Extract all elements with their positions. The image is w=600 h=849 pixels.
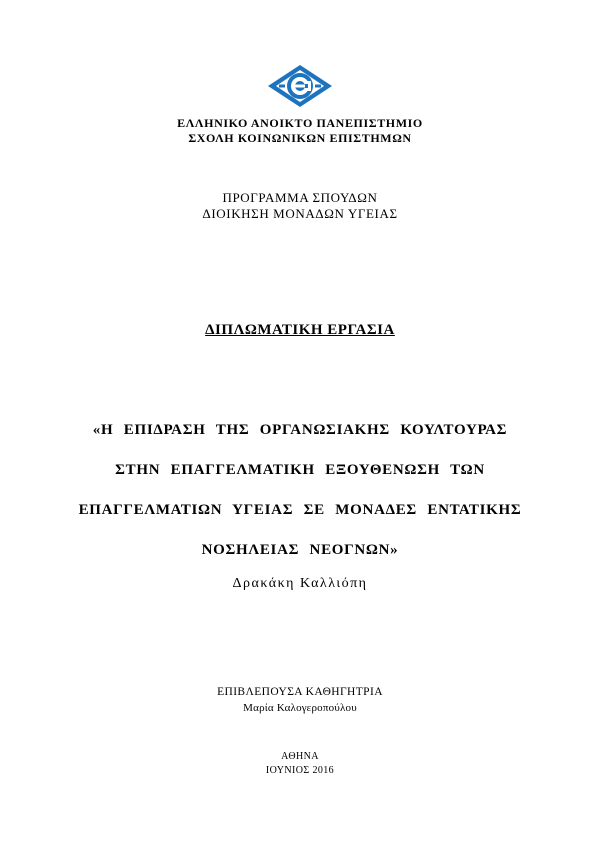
school-name: ΣΧΟΛΗ ΚΟΙΝΩΝΙΚΩΝ ΕΠΙΣΤΗΜΩΝ (188, 131, 412, 145)
supervisor-role: ΕΠΙΒΛΕΠΟΥΣΑ ΚΑΘΗΓΗΤΡΙΑ (217, 686, 383, 698)
place-date-block (0, 750, 600, 778)
university-emblem-icon (267, 64, 333, 108)
supervisor-name: Μαρία Καλογεροπούλου (243, 702, 357, 714)
program-label: ΠΡΟΓΡΑΜΜΑ ΣΠΟΥΔΩΝ (222, 190, 378, 205)
title-line: ΣΤΗΝ ΕΠΑΓΓΕΛΜΑΤΙΚΗ ΕΞΟΥΘΕΝΩΣΗ ΤΩΝ (115, 462, 485, 478)
author-name: Δρακάκη Καλλιόπη (232, 576, 368, 591)
title-line: «Η ΕΠΙΔΡΑΣΗ ΤΗΣ ΟΡΓΑΝΩΣΙΑΚΗΣ ΚΟΥΛΤΟΥΡΑΣ (92, 422, 508, 438)
thesis-title (0, 410, 600, 570)
document-type-heading: ΔΙΠΛΩΜΑΤΙΚΗ ΕΡΓΑΣΙΑ (205, 322, 395, 338)
institution-block (0, 116, 600, 146)
program-block (0, 190, 600, 222)
program-name: ΔΙΟΙΚΗΣΗ ΜΟΝΑΔΩΝ ΥΓΕΙΑΣ (202, 206, 398, 221)
title-line: ΝΟΣΗΛΕΙΑΣ ΝΕΟΓΝΩΝ» (201, 542, 399, 558)
date: ΙΟΥΝΙΟΣ 2016 (265, 765, 335, 776)
title-line: ΕΠΑΓΓΕΛΜΑΤΙΩΝ ΥΓΕΙΑΣ ΣΕ ΜΟΝΑΔΕΣ ΕΝΤΑΤΙΚΗΣ (78, 502, 522, 518)
university-name: ΕΛΛΗΝΙΚΟ ΑΝΟΙΚΤΟ ΠΑΝΕΠΙΣΤΗΜΙΟ (177, 116, 423, 130)
city: ΑΘΗΝΑ (281, 751, 319, 762)
supervisor-block (0, 684, 600, 716)
